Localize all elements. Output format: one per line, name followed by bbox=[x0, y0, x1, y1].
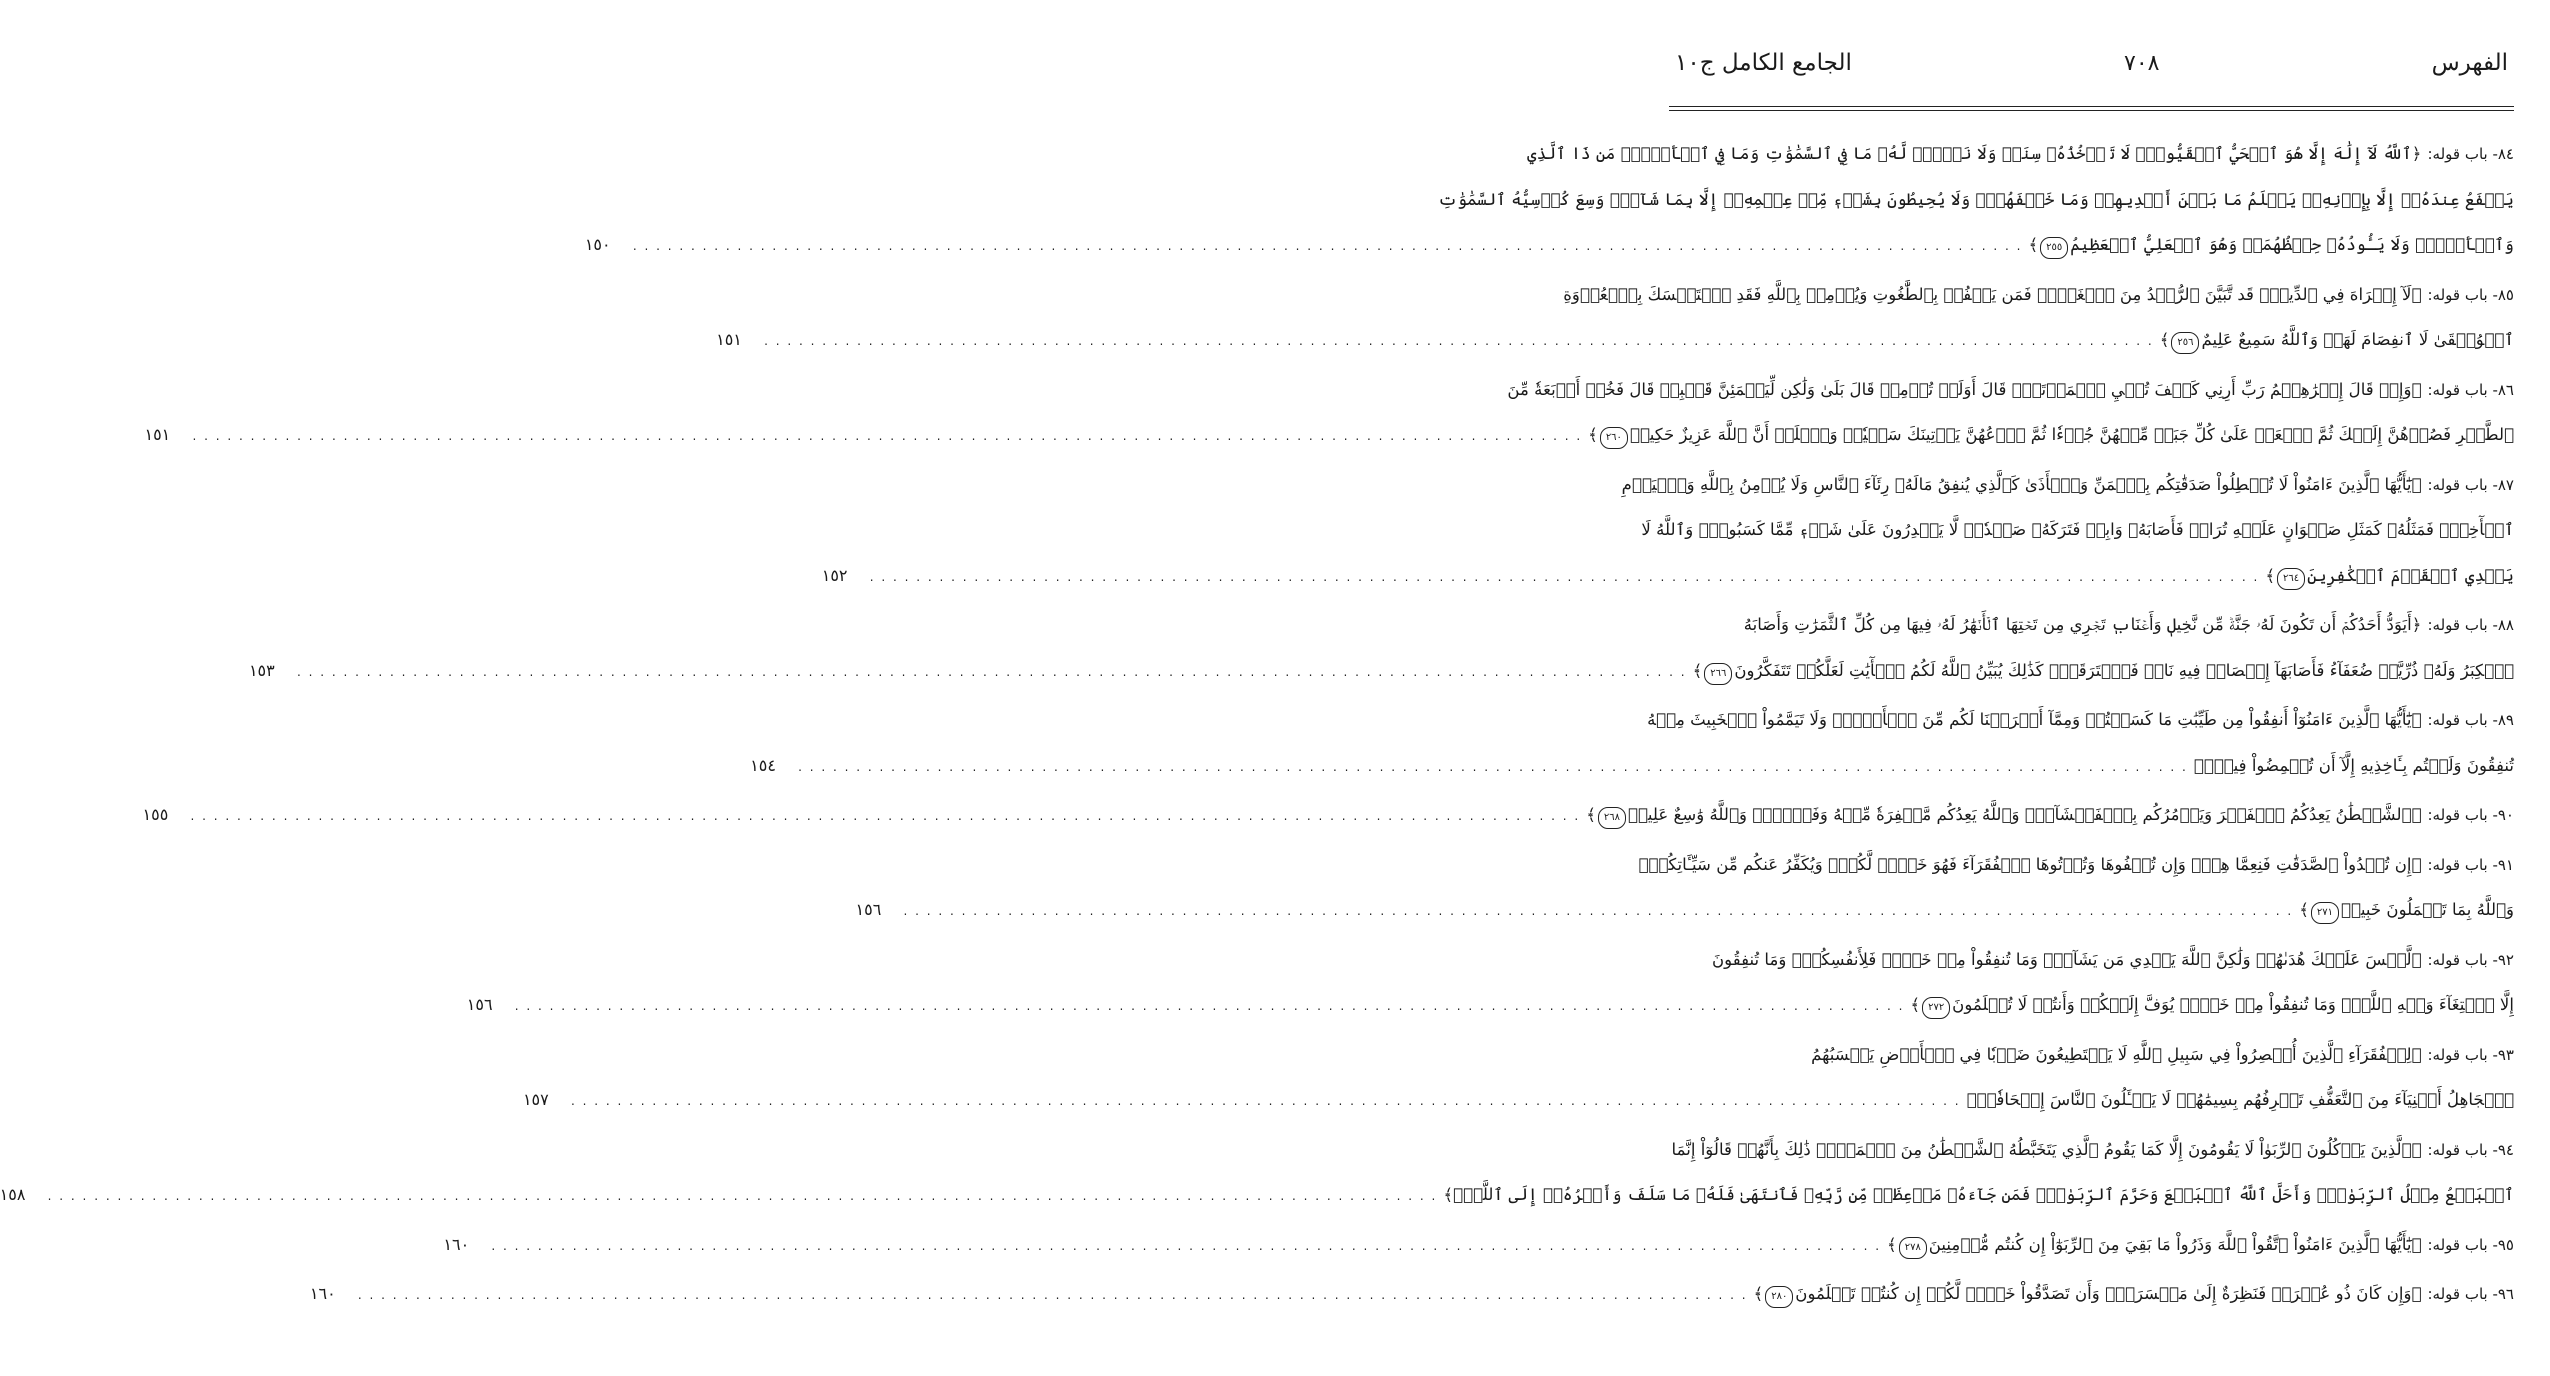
entry-line bbox=[144, 412, 2514, 458]
entry-line bbox=[1669, 1032, 2514, 1078]
header-rule bbox=[1669, 106, 2514, 111]
verse-text: ﴿ٱلشَّيۡطَٰنُ يَعِدُكُمُ ٱلۡفَقۡرَ وَيَأۡمُرُكُم بِٱلۡفَحۡشَآءِۖ وَٱللَّهُ يَعِدُكُم مَّغۡفِرَةٗ مِّنۡهُ وَفَضۡلٗاۗ وَٱللَّهُ وَٰسِعٌ عَلِيمٞ bbox=[1627, 805, 2422, 824]
chapter-label: ٩٢- باب قوله: bbox=[2427, 950, 2514, 969]
page-reference: ١٦٠ bbox=[309, 1284, 336, 1303]
chapter-label: ٨٤- باب قوله: bbox=[2427, 145, 2514, 163]
entry-line bbox=[1669, 937, 2514, 983]
entry-line bbox=[1647, 697, 2514, 743]
verse-text: ﴿ٱللَّهُ لَآ إِلَٰهَ إِلَّا هُوَ ٱلۡحَيُّ ٱلۡقَيُّومُۚ لَا تَأۡخُذُهُۥ سِنَةٞ وَلَا نَوۡمٞۚ لَّهُۥ مَا فِي ٱلسَّمَٰوَٰتِ وَمَا فِي ٱلۡأَرۡضِۗ مَن ذَا ٱلَّذِي bbox=[1526, 144, 2422, 163]
ayah-number-marker: ٢٨٠ bbox=[1765, 1286, 1793, 1308]
closing-bracket: ﴾ bbox=[2265, 565, 2276, 585]
verse-text: ﴿وَإِن كَانَ ذُو عُسۡرَةٖ فَنَظِرَةٌ إِلَىٰ مَيۡسَرَةٖۚ وَأَن تَصَدَّقُواْ خَيۡرٞ لَّكُمۡ إِن كُنتُمۡ تَعۡلَمُونَ bbox=[1795, 1284, 2422, 1303]
verse-text: ﴿لِلۡفُقَرَآءِ ٱلَّذِينَ أُحۡصِرُواْ فِي سَبِيلِ ٱللَّهِ لَا يَسۡتَطِيعُونَ ضَرۡبٗا فِي ٱلۡأَرۡضِ يَحۡسَبُهُمُ bbox=[1811, 1044, 2422, 1064]
entry-line bbox=[309, 1271, 2514, 1317]
entry-line bbox=[466, 982, 2514, 1028]
page-reference: ١٦٠ bbox=[443, 1234, 470, 1254]
index-page bbox=[0, 50, 2514, 1321]
index-entry bbox=[522, 1032, 2514, 1123]
entry-line bbox=[142, 792, 2514, 838]
page-reference: ١٥١ bbox=[716, 330, 742, 349]
closing-bracket: ﴾ bbox=[1692, 660, 1703, 680]
chapter-label: ٨٥- باب قوله: bbox=[2427, 285, 2514, 304]
verse-text: ﴿ٱلَّذِينَ يَأۡكُلُونَ ٱلرِّبَوٰاْ لَا يَقُومُونَ إِلَّا كَمَا يَقُومُ ٱلَّذِي يَتَخَبَّطُهُ ٱلشَّيۡطَٰنُ مِنَ ٱلۡمَسِّۚ ذَٰلِكَ بِأَنَّهُمۡ قَالُوٓاْ إِنَّمَا bbox=[1671, 1139, 2422, 1159]
chapter-label: ٨٩- باب قوله: bbox=[2427, 711, 2514, 729]
page-header bbox=[1669, 50, 2514, 106]
page-reference: ١٥١ bbox=[144, 425, 171, 444]
page-reference: ١٥٤ bbox=[750, 755, 776, 775]
dot-leader: . . . . . . . . . . . . . . . . . . . . . . . . . . . . . . . . . . . . . . . . . . . . . . . . . . . . . . . . . . . . . . . . . . . . . . . . . . . . . . . . . . . . . . . . . . . . . . . . . . . . . . . . . . . . . . . . . . . . . . . . bbox=[47, 1189, 1438, 1203]
ayah-number-marker: ٢٦٤ bbox=[2277, 568, 2305, 590]
index-entry bbox=[716, 272, 2514, 363]
entry-line bbox=[1641, 507, 2514, 553]
closing-bracket: ﴾ bbox=[1753, 1284, 1764, 1303]
closing-bracket: ﴾ bbox=[1887, 1234, 1897, 1254]
ayah-number-marker: ٢٧٨ bbox=[1899, 1237, 1927, 1259]
page-reference: ١٥٨ bbox=[0, 1185, 26, 1204]
closing-bracket: ﴾ bbox=[2299, 900, 2309, 919]
entry-line bbox=[248, 648, 2514, 694]
entry-line bbox=[1526, 131, 2514, 177]
closing-bracket: ﴾ bbox=[1910, 995, 1921, 1014]
entry-line bbox=[584, 222, 2514, 268]
page-reference: ١٥٠ bbox=[584, 235, 611, 254]
page-reference: ١٥٦ bbox=[855, 900, 882, 919]
chapter-label: ٩٦- باب قوله: bbox=[2427, 1285, 2514, 1303]
entry-line bbox=[1563, 272, 2514, 318]
ayah-number-marker: ٢٦٦ bbox=[1704, 663, 1732, 685]
index-entries bbox=[0, 131, 2514, 1317]
verse-text: ﴿يَٰٓأَيُّهَا ٱلَّذِينَ ءَامَنُواْ ٱتَّقُواْ ٱللَّهَ وَذَرُواْ مَا بَقِيَ مِنَ ٱلرِّبَوٰٓاْ إِن كُنتُم مُّؤۡمِنِينَ bbox=[1928, 1234, 2422, 1254]
dot-leader: . . . . . . . . . . . . . . . . . . . . . . . . . . . . . . . . . . . . . . . . . . . . . . . . . . . . . . . . . . . . . . . . . . . . . . . . . . . . . . . . . . . . . . . . . . . . . . . . . . . . . . . . . . . . . . . . . . . . . . . . bbox=[632, 239, 2023, 253]
closing-bracket: ﴾ bbox=[1586, 805, 1596, 824]
verse-text: إِلَّا ٱبۡتِغَآءَ وَجۡهِ ٱللَّهِۚ وَمَا تُنفِقُواْ مِنۡ خَيۡرٖ يُوَفَّ إِلَيۡكُمۡ وَأَنتُمۡ لَا تُظۡلَمُونَ bbox=[1952, 995, 2514, 1014]
verse-text: ﴿لَّيۡسَ عَلَيۡكَ هُدَىٰهُمۡ وَلَٰكِنَّ ٱللَّهَ يَهۡدِي مَن يَشَآءُۗ وَمَا تُنفِقُواْ مِنۡ خَيۡرٖ فَلِأَنفُسِكُمۡۚ وَمَا تُنفِقُونَ bbox=[1711, 949, 2422, 969]
index-entry bbox=[144, 367, 2514, 458]
ayah-number-marker: ٢٥٥ bbox=[2040, 237, 2068, 259]
chapter-label: ٩١- باب قوله: bbox=[2427, 855, 2514, 874]
dot-leader: . . . . . . . . . . . . . . . . . . . . . . . . . . . . . . . . . . . . . . . . . . . . . . . . . . . . . . . . . . . . . . . . . . . . . . . . . . . . . . . . . . . . . . . . . . . . . . . . . . . . . . . . . . . . . . . . . . . . . . . . bbox=[190, 809, 1581, 823]
entry-line bbox=[1437, 177, 2514, 223]
verse-text: ٱلۡوُثۡقَىٰ لَا ٱنفِصَامَ لَهَاۗ وَٱللَّهُ سَمِيعٌ عَلِيمٌ bbox=[2201, 330, 2514, 349]
dot-leader: . . . . . . . . . . . . . . . . . . . . . . . . . . . . . . . . . . . . . . . . . . . . . . . . . . . . . . . . . . . . . . . . . . . . . . . . . . . . . . . . . . . . . . . . . . . . . . . . . . . . . . . . . . . . . . . . . . . . . . . . bbox=[514, 999, 1905, 1013]
ayah-number-marker: ٢٦٠ bbox=[1600, 427, 1628, 449]
entry-line bbox=[750, 743, 2514, 789]
page-number: ٧٠٨ bbox=[2124, 51, 2160, 76]
closing-bracket: ﴾ bbox=[2028, 235, 2039, 254]
dot-leader: . . . . . . . . . . . . . . . . . . . . . . . . . . . . . . . . . . . . . . . . . . . . . . . . . . . . . . . . . . . . . . . . . . . . . . . . . . . . . . . . . . . . . . . . . . . . . . . . . . . . . . . . . . . . . . . . . . . . . . . . bbox=[764, 334, 2154, 348]
index-entry bbox=[855, 842, 2514, 933]
verse-text: يَهۡدِي ٱلۡقَوۡمَ ٱلۡكَٰفِرِينَ bbox=[2307, 565, 2514, 585]
entry-line bbox=[1669, 602, 2514, 648]
chapter-label: ٨٧- باب قوله: bbox=[2427, 475, 2514, 494]
verse-text: ٱلۡبَيۡعُ مِثۡلُ ٱلرِّبَوٰاْۗ وَأَحَلَّ ٱللَّهُ ٱلۡبَيۡعَ وَحَرَّمَ ٱلرِّبَوٰاْۚ فَمَن جَآءَهُۥ مَوۡعِظَةٞ مِّن رَّبِّهِۦ فَٱنتَهَىٰ فَلَهُۥ مَا سَلَفَ وَأَمۡرُهُۥٓ إِلَى ٱللَّهِۖ﴾ bbox=[1443, 1185, 2514, 1204]
page-reference: ١٥٢ bbox=[821, 565, 848, 585]
dot-leader: . . . . . . . . . . . . . . . . . . . . . . . . . . . . . . . . . . . . . . . . . . . . . . . . . . . . . . . . . . . . . . . . . . . . . . . . . . . . . . . . . . . . . . . . . . . . . . . . . . . . . . . . . . . . . . . . . . . . . . . . bbox=[491, 1238, 1882, 1253]
dot-leader: . . . . . . . . . . . . . . . . . . . . . . . . . . . . . . . . . . . . . . . . . . . . . . . . . . . . . . . . . . . . . . . . . . . . . . . . . . . . . . . . . . . . . . . . . . . . . . . . . . . . . . . . . . . . . . . . . . . . . . . . bbox=[192, 429, 1583, 443]
entry-line bbox=[522, 1077, 2514, 1123]
verse-text: تُنفِقُونَ وَلَسۡتُم بِـَٔاخِذِيهِ إِلَّآ أَن تُغۡمِضُواْ فِيهِۚ﴾ bbox=[2193, 755, 2514, 775]
chapter-label: ٨٦- باب قوله: bbox=[2427, 380, 2514, 399]
page-reference: ١٥٧ bbox=[522, 1090, 549, 1109]
entry-line bbox=[443, 1222, 2514, 1268]
index-entry bbox=[142, 792, 2514, 838]
entry-line bbox=[1621, 462, 2514, 508]
index-entry bbox=[584, 131, 2514, 268]
chapter-label: ٩٤- باب قوله: bbox=[2427, 1140, 2514, 1159]
header-book-title: الجامع الكامل ج١٠ bbox=[1675, 50, 1852, 76]
entry-line bbox=[821, 553, 2514, 599]
header-section-title: الفهرس bbox=[2431, 50, 2508, 76]
verse-text: وَٱللَّهُ بِمَا تَعۡمَلُونَ خَبِيرٞ bbox=[2340, 900, 2514, 919]
index-entry bbox=[750, 697, 2514, 788]
verse-text: ﴿يَٰٓأَيُّهَا ٱلَّذِينَ ءَامَنُوٓاْ أَنفِقُواْ مِن طَيِّبَٰتِ مَا كَسَبۡتُمۡ وَمِمَّآ أَخۡرَجۡنَا لَكُم مِّنَ ٱلۡأَرۡضِۖ وَلَا تَيَمَّمُواْ ٱلۡخَبِيثَ مِنۡهُ bbox=[1647, 710, 2422, 729]
verse-text: ﴿إِن تُبۡدُواْ ٱلصَّدَقَٰتِ فَنِعِمَّا هِيَۖ وَإِن تُخۡفُوهَا وَتُؤۡتُوهَا ٱلۡفُقَرَآءَ فَهُوَ خَيۡرٞ لَّكُمۡۚ وَيُكَفِّرُ عَنكُم مِّن سَيِّـَٔاتِكُمۡۗ bbox=[1638, 854, 2422, 874]
chapter-label: ٩٥- باب قوله: bbox=[2427, 1235, 2514, 1254]
entry-line bbox=[1669, 1127, 2514, 1173]
ayah-number-marker: ٢٦٨ bbox=[1598, 807, 1626, 829]
index-entry bbox=[466, 937, 2514, 1028]
entry-line bbox=[1638, 842, 2514, 888]
closing-bracket: ﴾ bbox=[1588, 425, 1598, 444]
chapter-label: ٨٨- باب قوله: bbox=[2427, 616, 2514, 634]
verse-text: ٱلۡجَاهِلُ أَغۡنِيَآءَ مِنَ ٱلتَّعَفُّفِ تَعۡرِفُهُم بِسِيمَٰهُمۡ لَا يَسۡـَٔلُونَ ٱلنَّاسَ إِلۡحَافٗاۗ﴾ bbox=[1966, 1090, 2514, 1109]
page-reference: ١٥٥ bbox=[142, 805, 169, 824]
entry-line bbox=[716, 317, 2514, 363]
verse-text: ٱلۡأٓخِرِۖ فَمَثَلُهُۥ كَمَثَلِ صَفۡوَانٍ عَلَيۡهِ تُرَابٞ فَأَصَابَهُۥ وَابِلٞ فَتَرَكَهُۥ صَلۡدٗاۖ لَّا يَقۡدِرُونَ عَلَىٰ شَيۡءٖ مِّمَّا كَسَبُواْۗ وَٱللَّهُ لَا bbox=[1641, 520, 2514, 539]
dot-leader: . . . . . . . . . . . . . . . . . . . . . . . . . . . . . . . . . . . . . . . . . . . . . . . . . . . . . . . . . . . . . . . . . . . . . . . . . . . . . . . . . . . . . . . . . . . . . . . . . . . . . . . . . . . . . . . . . . . . . . . . bbox=[296, 664, 1687, 679]
ayah-number-marker: ٢٧٢ bbox=[1922, 997, 1950, 1019]
closing-bracket: ﴾ bbox=[2159, 330, 2170, 349]
index-entry bbox=[0, 1127, 2514, 1218]
chapter-label: ٩٣- باب قوله: bbox=[2427, 1045, 2514, 1064]
entry-line bbox=[0, 1172, 2514, 1218]
dot-leader: . . . . . . . . . . . . . . . . . . . . . . . . . . . . . . . . . . . . . . . . . . . . . . . . . . . . . . . . . . . . . . . . . . . . . . . . . . . . . . . . . . . . . . . . . . . . . . . . . . . . . . . . . . . . . . . . . . . . . . . . bbox=[357, 1288, 1748, 1302]
index-entry bbox=[821, 462, 2514, 599]
verse-text: يَشۡفَعُ عِندَهُۥٓ إِلَّا بِإِذۡنِهِۦۚ يَعۡلَمُ مَا بَيۡنَ أَيۡدِيهِمۡ وَمَا خَلۡفَهُمۡۖ وَلَا يُحِيطُونَ بِشَيۡءٖ مِّنۡ عِلۡمِهِۦٓ إِلَّا بِمَا شَآءَۚ وَسِعَ كُرۡسِيُّهُ ٱلسَّمَٰوَٰتِ bbox=[1437, 189, 2514, 209]
index-entry bbox=[248, 602, 2514, 693]
dot-leader: . . . . . . . . . . . . . . . . . . . . . . . . . . . . . . . . . . . . . . . . . . . . . . . . . . . . . . . . . . . . . . . . . . . . . . . . . . . . . . . . . . . . . . . . . . . . . . . . . . . . . . . . . . . . . . . . . . . . . . . . bbox=[798, 759, 2188, 774]
index-entry bbox=[443, 1222, 2514, 1268]
dot-leader: . . . . . . . . . . . . . . . . . . . . . . . . . . . . . . . . . . . . . . . . . . . . . . . . . . . . . . . . . . . . . . . . . . . . . . . . . . . . . . . . . . . . . . . . . . . . . . . . . . . . . . . . . . . . . . . . . . . . . . . . bbox=[903, 904, 2294, 918]
dot-leader: . . . . . . . . . . . . . . . . . . . . . . . . . . . . . . . . . . . . . . . . . . . . . . . . . . . . . . . . . . . . . . . . . . . . . . . . . . . . . . . . . . . . . . . . . . . . . . . . . . . . . . . . . . . . . . . . . . . . . . . . bbox=[869, 569, 2260, 584]
entry-line bbox=[855, 887, 2514, 933]
entry-line bbox=[1507, 367, 2514, 413]
verse-text: ٱلطَّيۡرِ فَصُرۡهُنَّ إِلَيۡكَ ثُمَّ ٱجۡعَلۡ عَلَىٰ كُلِّ جَبَلٖ مِّنۡهُنَّ جُزۡءٗا ثُمَّ ٱدۡعُهُنَّ يَأۡتِينَكَ سَعۡيٗاۚ وَٱعۡلَمۡ أَنَّ ٱللَّهَ عَزِيزٌ حَكِيمٞ bbox=[1629, 425, 2514, 444]
page-reference: ١٥٣ bbox=[248, 660, 275, 680]
verse-text: وَٱلۡأَرۡضَۖ وَلَا يَـُٔودُهُۥ حِفۡظُهُمَاۚ وَهُوَ ٱلۡعَلِيُّ ٱلۡعَظِيمُ bbox=[2070, 235, 2514, 254]
verse-text: ﴿أَيَوَدُّ أَحَدُكُمۡ أَن تَكُونَ لَهُۥ جَنَّةٞ مِّن نَّخِيلٖ وَأَعۡنَابٖ تَجۡرِي مِن تَحۡتِهَا ٱلۡأَنۡهَٰرُ لَهُۥ فِيهَا مِن كُلِّ ٱلثَّمَرَٰتِ وَأَصَابَهُ bbox=[1743, 615, 2422, 634]
index-entry bbox=[309, 1271, 2514, 1317]
verse-text: ٱلۡكِبَرُ وَلَهُۥ ذُرِّيَّةٞ ضُعَفَآءُ فَأَصَابَهَآ إِعۡصَارٞ فِيهِ نَارٞ فَٱحۡتَرَقَتۡۗ كَذَٰلِكَ يُبَيِّنُ ٱللَّهُ لَكُمُ ٱلۡأٓيَٰتِ لَعَلَّكُمۡ تَتَفَكَّرُونَ bbox=[1734, 660, 2514, 680]
verse-text: ﴿لَآ إِكۡرَاهَ فِي ٱلدِّينِۖ قَد تَّبَيَّنَ ٱلرُّشۡدُ مِنَ ٱلۡغَيِّۚ فَمَن يَكۡفُرۡ بِٱلطَّٰغُوتِ وَيُؤۡمِنۢ بِٱللَّهِ فَقَدِ ٱسۡتَمۡسَكَ بِٱلۡعُرۡوَةِ bbox=[1563, 284, 2422, 304]
ayah-number-marker: ٢٧١ bbox=[2311, 902, 2339, 924]
chapter-label: ٩٠- باب قوله: bbox=[2427, 806, 2514, 824]
ayah-number-marker: ٢٥٦ bbox=[2171, 332, 2199, 354]
verse-text: ﴿يَٰٓأَيُّهَا ٱلَّذِينَ ءَامَنُواْ لَا تُبۡطِلُواْ صَدَقَٰتِكُم بِٱلۡمَنِّ وَٱلۡأَذَىٰ كَٱلَّذِي يُنفِقُ مَالَهُۥ رِئَآءَ ٱلنَّاسِ وَلَا يُؤۡمِنُ بِٱللَّهِ وَٱلۡيَوۡمِ bbox=[1621, 474, 2422, 494]
dot-leader: . . . . . . . . . . . . . . . . . . . . . . . . . . . . . . . . . . . . . . . . . . . . . . . . . . . . . . . . . . . . . . . . . . . . . . . . . . . . . . . . . . . . . . . . . . . . . . . . . . . . . . . . . . . . . . . . . . . . . . . . bbox=[570, 1094, 1961, 1108]
verse-text: ﴿وَإِذۡ قَالَ إِبۡرَٰهِـۧمُ رَبِّ أَرِنِي كَيۡفَ تُحۡيِ ٱلۡمَوۡتَىٰۖ قَالَ أَوَلَمۡ تُؤۡمِنۖ قَالَ بَلَىٰ وَلَٰكِن لِّيَطۡمَئِنَّ قَلۡبِيۖ قَالَ فَخُذۡ أَرۡبَعَةٗ مِّنَ bbox=[1507, 379, 2422, 399]
page-reference: ١٥٦ bbox=[466, 995, 493, 1014]
